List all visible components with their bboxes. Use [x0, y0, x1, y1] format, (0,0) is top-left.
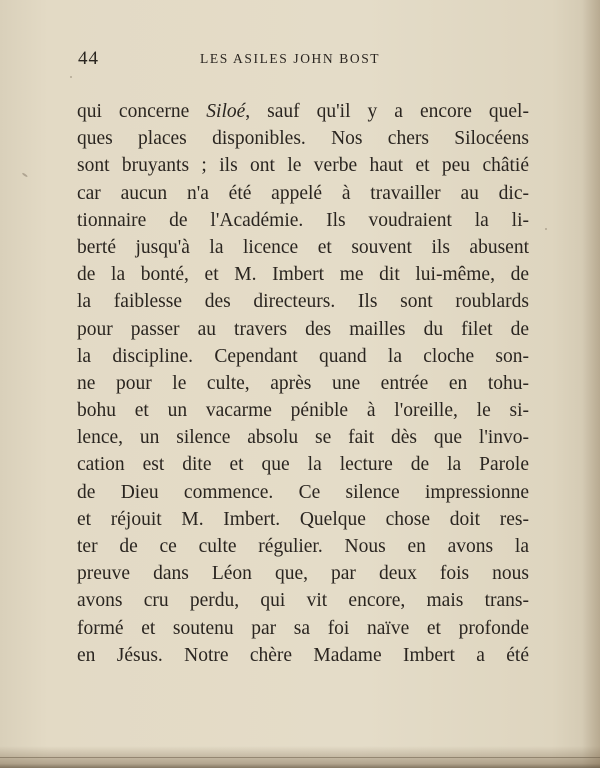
text-line: ques places disponibles. Nos chers Silocéens: [77, 128, 529, 150]
text-line: ne pour le culte, après une entrée en tohu-: [77, 372, 529, 394]
page-header: [78, 48, 518, 72]
text-line: cation est dite et que la lecture de la Parole: [77, 454, 529, 476]
text-line: qui concerne Siloé, sauf qu'il y a encore quel-: [77, 101, 529, 122]
text-line: bohu et un vacarme pénible à l'oreille, le si-: [77, 400, 529, 422]
text-line: la faiblesse des directeurs. Ils sont roublards: [77, 291, 529, 313]
text-line: avons cru perdu, qui vit encore, mais trans-: [77, 590, 529, 612]
text-line: pour passer au travers des mailles du filet de: [77, 318, 529, 340]
text-line: de la bonté, et M. Imbert me dit lui-même, de: [77, 264, 529, 286]
text-line: de Dieu commence. Ce silence impressionne: [77, 481, 529, 503]
text-line: preuve dans Léon que, par deux fois nous: [77, 563, 529, 585]
body-text: [77, 98, 529, 669]
paper-speck: [22, 172, 28, 177]
text-line: berté jusqu'à la licence et souvent ils abusent: [77, 236, 529, 258]
running-head: LES ASILES JOHN BOST: [200, 51, 381, 66]
page-number: 44: [78, 48, 99, 69]
paper-speck: [70, 76, 72, 78]
italic-word: Siloé: [206, 101, 246, 122]
page-edge-shadow: [582, 0, 600, 768]
text-line: sont bruyants ; ils ont le verbe haut et peu châtié: [77, 155, 529, 177]
paper-speck: [545, 228, 547, 230]
page-bottom-rule: [0, 757, 600, 758]
text-line: ter de ce culte régulier. Nous en avons la: [77, 536, 529, 557]
text-line: tionnaire de l'Académie. Ils voudraient la li-: [77, 209, 529, 231]
text-line: lence, un silence absolu se fait dès que l'invo-: [77, 427, 529, 449]
text-line: la discipline. Cependant quand la cloche son-: [77, 345, 529, 367]
text-line: et réjouit M. Imbert. Quelque chose doit res-: [77, 508, 529, 530]
text-line: formé et soutenu par sa foi naïve et profonde: [77, 617, 529, 639]
text-line: en Jésus. Notre chère Madame Imbert a été: [77, 644, 529, 666]
text-line: car aucun n'a été appelé à travailler au dic-: [77, 182, 529, 204]
